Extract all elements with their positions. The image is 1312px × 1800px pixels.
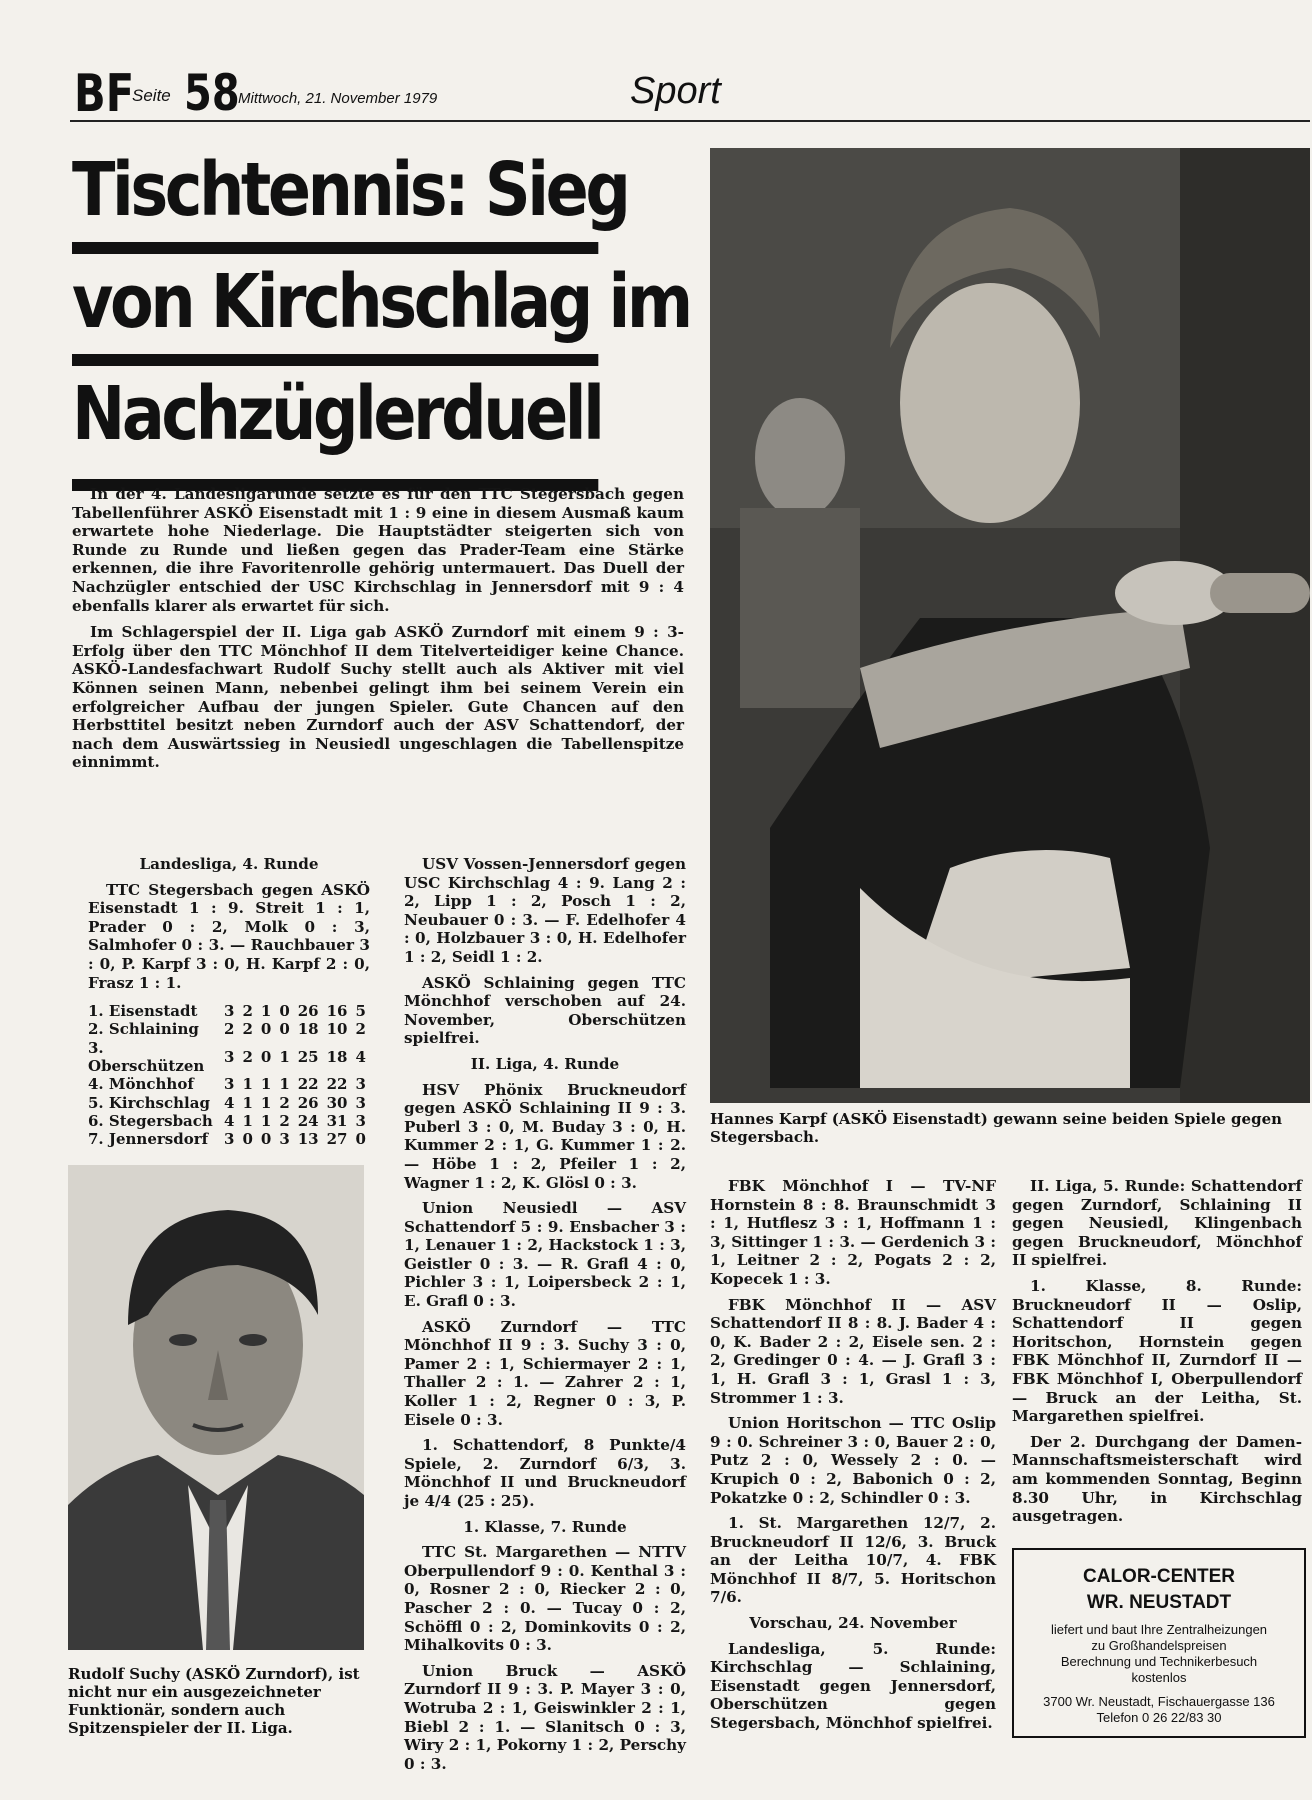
standings-value: 3 (224, 1002, 235, 1021)
standings-team: 2. Schlaining (88, 1020, 199, 1039)
standings-value: 30 (326, 1093, 348, 1112)
standings-value: 5 (355, 1002, 366, 1021)
masthead (70, 62, 1310, 122)
standings-value: 18 (297, 1020, 319, 1039)
col3-p2: FBK Mönchhof II — ASV Schattendorf II 8 : 8. J. Bader 4 : 0, K. Bader 2 : 2, Eisele sen. 2 : 2, Gredinger 0 : 4. — J. Grafl 3 : 1, H. Grafl 3 : 1, Grasl 1 : 3, Strommer 1 : 3. (710, 1295, 996, 1407)
standings-value: 1 (242, 1111, 253, 1130)
column-2 (404, 855, 686, 1780)
headline-line-3: Nachzüglerduell (72, 366, 598, 491)
col1-heading: Landesliga, 4. Runde (139, 855, 319, 873)
standings-value: 2 (224, 1020, 235, 1039)
table-tennis-player-illustration (710, 148, 1310, 1103)
standings-value: 2 (242, 1020, 253, 1039)
lead-paragraph-1: In der 4. Landesligarunde setzte es für den TTC Stegersbach gegen Tabellenführer ASKÖ Eisenstadt mit 1 : 9 eine in diesem Ausmaß kaum erwartete hohe Niederlage. Die Hauptstädter steigerten sich von Runde zu Runde und ließen gegen das Prader-Team eine Stärke erkennen, die ihre Favoritenrolle gehörig untermauert. Das Duell der Nachzügler entschied der USC Kirchschlag in Jennersdorf mit 9 : 4 ebenfalls klarer als erwartet für sich. (72, 485, 684, 615)
standings-value: 24 (297, 1111, 319, 1130)
calor-center-ad (1012, 1548, 1306, 1738)
standings-value: 1 (242, 1093, 253, 1112)
standings-value: 3 (355, 1111, 366, 1130)
standings-value: 18 (326, 1047, 348, 1066)
col2-p2: ASKÖ Schlaining gegen TTC Mönchhof verschoben auf 24. November, Oberschützen spielfrei. (404, 973, 686, 1048)
standings-value: 4 (224, 1111, 235, 1130)
col3-heading-vorschau: Vorschau, 24. November (749, 1614, 957, 1633)
col2-p4: Union Neusiedl — ASV Schattendorf 5 : 9. Ensbacher 3 : 1, Lenauer 1 : 2, Hackstock 1 : 3, Geistler 0 : 3. — R. Grafl 4 : 0, Pichler 3 : 1, Loipersbeck 2 : 1, E. Grafl 0 : 3. (404, 1199, 686, 1311)
standings-value: 3 (224, 1047, 235, 1066)
standings-value: 2 (279, 1111, 290, 1130)
standings-team: 4. Mönchhof (88, 1075, 194, 1094)
standings-value: 3 (355, 1093, 366, 1112)
col3-p1: FBK Mönchhof I — TV-NF Hornstein 8 : 8. Braunschmidt 3 : 1, Hutflesz 3 : 1, Hoffmann 1 : 3, Sittinger 1 : 3. — Gerdenich 3 : 1, Leitner 2 : 2, Pogats 2 : 2, Kopecek 1 : 3. (710, 1177, 996, 1288)
main-photo (710, 148, 1310, 1103)
col2-p8: Union Bruck — ASKÖ Zurndorf II 9 : 3. P. Mayer 3 : 0, Wotruba 2 : 1, Geiswinkler 2 : 1, Biebl 2 : 1. — Slanitsch 0 : 3, Wiry 2 : 1, Pokorny 1 : 2, Perschy 0 : 3. (404, 1661, 686, 1773)
col2-p5: ASKÖ Zurndorf — TTC Mönchhof II 9 : 3. Suchy 3 : 0, Pamer 2 : 1, Schiermayer 2 : 1, Thaller 2 : 1. — Zahrer 2 : 1, Koller 1 : 2, Regner 0 : 3, P. Eisele 0 : 3. (404, 1317, 686, 1429)
standings-value: 1 (260, 1002, 272, 1021)
ad-line-4: kostenlos (1131, 1670, 1187, 1685)
page-number: 58 (184, 64, 240, 122)
issue-date: Mittwoch, 21. November 1979 (238, 90, 438, 107)
standings-value: 2 (279, 1093, 290, 1112)
standings-team: 5. Kirchschlag (88, 1093, 210, 1112)
ad-title-2: WR. NEUSTADT (1086, 1592, 1232, 1613)
ad-line-3: Berechnung und Technikerbesuch (1060, 1654, 1258, 1669)
standings-team: 7. Jennersdorf (88, 1130, 209, 1149)
column-1 (88, 855, 370, 1149)
standings-value: 0 (260, 1130, 272, 1149)
col4-p1: II. Liga, 5. Runde: Schattendorf gegen Zurndorf, Schlaining II gegen Neusiedl, Klingenbach gegen Bruckneudorf, Mönchhof II spielfrei. (1012, 1177, 1302, 1270)
standings-value: 1 (242, 1075, 253, 1094)
standings-value: 31 (326, 1111, 348, 1130)
portrait-photo (68, 1165, 364, 1650)
standings-table (88, 1002, 366, 1148)
standings-value: 13 (297, 1130, 319, 1149)
standings-team: 6. Stegersbach (88, 1111, 213, 1130)
column-3 (710, 1177, 996, 1740)
standings-value: 0 (260, 1020, 272, 1039)
standings-value: 2 (242, 1002, 253, 1021)
standings-value: 26 (297, 1002, 319, 1021)
ad-line-1: liefert und baut Ihre Zentralheizungen (1050, 1622, 1268, 1637)
main-photo-caption: Hannes Karpf (ASKÖ Eisenstadt) gewann seine beiden Spiele gegen Stegersbach. (710, 1110, 1283, 1146)
section-title: Sport (630, 70, 721, 112)
standings-row (88, 1075, 366, 1093)
lead-paragraph-2: Im Schlagerspiel der II. Liga gab ASKÖ Zurndorf mit einem 9 : 3-Erfolg über den TTC Mönchhof II dem Titelverteidiger keine Chance. ASKÖ-Landesfachwart Rudolf Suchy stellt auch als Aktiver mit viel Können seinen Mann, nebenbei gelingt ihm bei seinem Verein ein erfolgreicher Aufbau der jungen Spieler. Gute Chancen auf den Herbsttitel besitzt neben Zurndorf auch der ASV Schattendorf, der nach dem Auswärtssieg in Neusiedl ungeschlagen die Tabellenspitze einnimmt. (72, 623, 684, 772)
standings-value: 1 (260, 1093, 272, 1112)
headline-line-1: Tischtennis: Sieg (72, 142, 598, 254)
column-4 (1012, 1177, 1302, 1533)
col2-p1: USV Vossen-Jennersdorf gegen USC Kirchschlag 4 : 9. Lang 2 : 2, Lipp 1 : 2, Posch 1 : 2, Neubauer 0 : 3. — F. Edelhofer 4 : 0, Holzbauer 3 : 0, H. Edelhofer 1 : 2, Seidl 1 : 2. (404, 855, 686, 966)
page-label: Seite (132, 86, 171, 105)
lead-text (72, 485, 684, 780)
standings-value: 2 (242, 1047, 253, 1066)
col2-heading-klasse: 1. Klasse, 7. Runde (463, 1517, 627, 1536)
standings-value: 0 (242, 1130, 253, 1149)
standings-row (88, 1020, 366, 1038)
standings-team: 3. Oberschützen (88, 1038, 205, 1076)
ad-title-1: CALOR-CENTER (1083, 1566, 1235, 1587)
standings-value: 26 (297, 1093, 319, 1112)
headline-line-2: von Kirchschlag im (72, 254, 598, 366)
standings-value: 1 (260, 1111, 272, 1130)
col2-p6: 1. Schattendorf, 8 Punkte/4 Spiele, 2. Zurndorf 6/3, 3. Mönchhof II und Bruckneudorf je 4/4 (25 : 25). (404, 1436, 686, 1510)
ad-phone: Telefon 0 26 22/83 30 (1096, 1710, 1222, 1725)
standings-value: 3 (279, 1130, 290, 1149)
standings-row (88, 1002, 366, 1020)
standings-value: 1 (260, 1075, 272, 1094)
standings-value: 1 (279, 1047, 290, 1066)
col4-p2: 1. Klasse, 8. Runde: Bruckneudorf II — Oslip, Schattendorf II gegen Horitschon, Hornstein gegen FBK Mönchhof II, Zurndorf II — FBK Mönchhof I, Oberpullendorf — Bruck an der Leitha, St. Margarethen spielfrei. (1012, 1276, 1302, 1426)
portrait-caption: Rudolf Suchy (ASKÖ Zurndorf), ist nicht nur ein ausgezeichneter Funktionär, sondern auch Spitzenspieler der II. Liga. (68, 1665, 360, 1737)
standings-value: 16 (326, 1002, 348, 1021)
standings-value: 0 (279, 1020, 290, 1039)
col3-p5: Landesliga, 5. Runde: Kirchschlag — Schlaining, Eisenstadt gegen Jennersdorf, Oberschützen gegen Stegersbach, Mönchhof spielfrei. (710, 1639, 996, 1733)
standings-team: 1. Eisenstadt (88, 1002, 198, 1021)
standings-row (88, 1094, 366, 1112)
col3-p3: Union Horitschon — TTC Oslip 9 : 0. Schreiner 3 : 0, Bauer 2 : 0, Putz 2 : 0, Wessely 2 : 0. — Krupich 0 : 2, Babonich 0 : 2, Pokatzke 0 : 2, Schindler 0 : 3. (710, 1414, 996, 1507)
paper-logo: BF (74, 64, 135, 124)
col3-p4: 1. St. Margarethen 12/7, 2. Bruckneudorf II 12/6, 3. Bruck an der Leitha 10/7, 4. FBK Mönchhof II 8/7, 5. Horitschon 7/6. (710, 1514, 996, 1607)
standings-value: 3 (224, 1075, 235, 1094)
standings-value: 4 (224, 1093, 235, 1112)
standings-value: 10 (326, 1020, 348, 1039)
standings-value: 22 (326, 1075, 348, 1094)
standings-value: 3 (355, 1075, 366, 1094)
col2-p3: HSV Phönix Bruckneudorf gegen ASKÖ Schlaining II 9 : 3. Puberl 3 : 0, M. Buday 3 : 0, H. Kummer 2 : 1, G. Kummer 1 : 2. — Höbe 1 : 2, Pfeiler 1 : 2, Wagner 1 : 2, K. Glösl 0 : 3. (404, 1080, 686, 1192)
standings-row (88, 1039, 366, 1076)
standings-row (88, 1112, 366, 1130)
standings-value: 0 (279, 1002, 290, 1021)
standings-value: 25 (297, 1047, 319, 1066)
standings-value: 2 (355, 1020, 366, 1039)
headline (72, 142, 690, 491)
col2-heading-liga: II. Liga, 4. Runde (470, 1054, 620, 1073)
portrait-illustration (68, 1165, 364, 1650)
col1-match: TTC Stegersbach gegen ASKÖ Eisenstadt 1 : 9. Streit 1 : 1, Prader 0 : 2, Molk 0 : 3, Salmhofer 0 : 3. — Rauchbauer 3 : 0, P. Karpf 3 : 0, H. Karpf 2 : 0, Frasz 1 : 1. (88, 880, 370, 992)
standings-value: 22 (297, 1075, 319, 1094)
ad-line-2: zu Großhandelspreisen (1091, 1638, 1227, 1653)
standings-value: 0 (355, 1130, 366, 1149)
standings-value: 0 (260, 1047, 272, 1066)
ad-address: 3700 Wr. Neustadt, Fischauergasse 136 (1043, 1694, 1275, 1709)
standings-value: 1 (279, 1075, 290, 1094)
standings-row (88, 1130, 366, 1148)
standings-value: 3 (224, 1130, 235, 1149)
col4-p3: Der 2. Durchgang der Damen-Mannschaftsmeisterschaft wird am kommenden Sonntag, Beginn 8.30 Uhr, in Kirchschlag ausgetragen. (1012, 1432, 1302, 1526)
standings-value: 4 (355, 1047, 366, 1066)
standings-value: 27 (326, 1130, 348, 1149)
col2-p7: TTC St. Margarethen — NTTV Oberpullendorf 9 : 0. Kenthal 3 : 0, Rosner 2 : 0, Riecker 2 : 0, Pascher 2 : 0. — Tucay 0 : 2, Schöffl 0 : 2, Dominkovits 0 : 2, Mihalkovits 0 : 3. (404, 1543, 686, 1655)
